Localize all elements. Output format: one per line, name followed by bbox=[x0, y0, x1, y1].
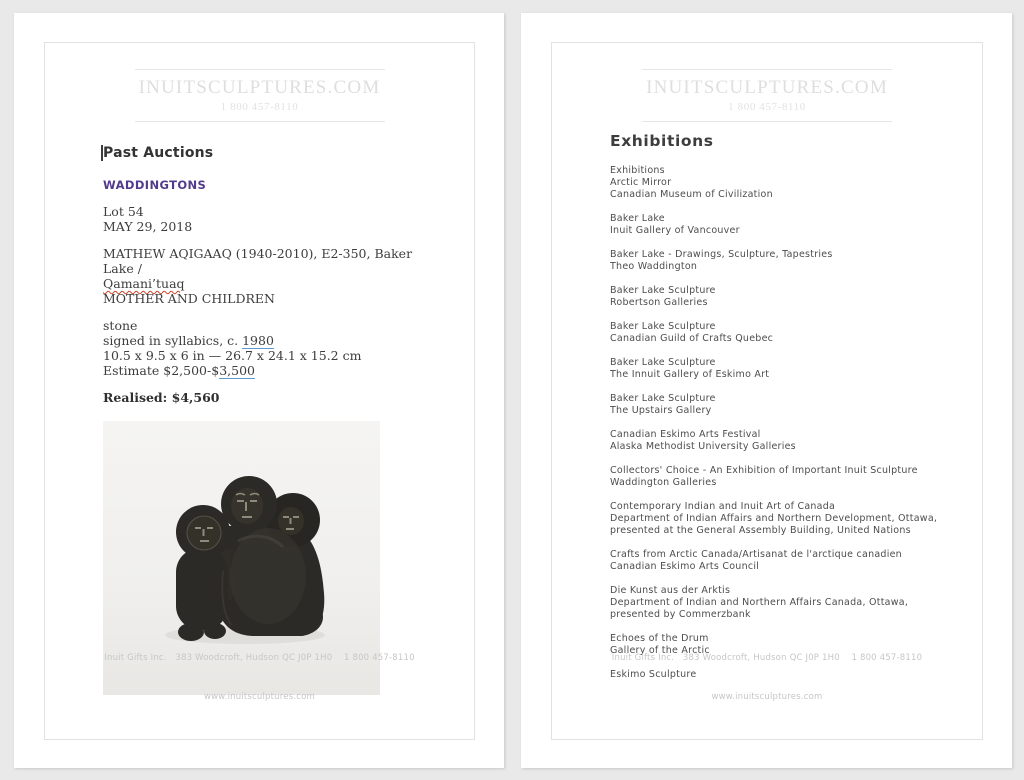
realised-price: Realised: $4,560 bbox=[103, 390, 220, 405]
misspelled-word[interactable]: Qamani’tuaq bbox=[103, 276, 185, 291]
dimensions: 10.5 x 9.5 x 6 in — 26.7 x 24.1 x 15.2 cm bbox=[103, 348, 362, 363]
exhibition-line: Inuit Gallery of Vancouver bbox=[610, 225, 740, 236]
artist-paragraph bbox=[103, 246, 446, 306]
page-title bbox=[103, 145, 446, 162]
exhibition-line: Department of Indian and Northern Affairs Canada, Ottawa, bbox=[610, 597, 909, 608]
exhibition-line: Baker Lake Sculpture bbox=[610, 285, 716, 296]
exhibition-entry bbox=[610, 549, 954, 573]
page-title: Exhibitions bbox=[610, 132, 714, 150]
site-logo-text: INUITSCULPTURES.COM bbox=[138, 77, 381, 98]
page-past-auctions bbox=[14, 13, 504, 768]
exhibition-line: Baker Lake Sculpture bbox=[610, 357, 716, 368]
site-phone: 1 800 457-8110 bbox=[728, 101, 806, 113]
footer-website: www.inuitsculptures.com bbox=[204, 692, 315, 702]
exhibition-line: Die Kunst aus der Arktis bbox=[610, 585, 731, 596]
exhibition-line: Exhibitions bbox=[610, 165, 665, 176]
exhibition-line: Canadian Museum of Civilization bbox=[610, 189, 773, 200]
lot-number: Lot 54 bbox=[103, 204, 144, 219]
page-footer bbox=[45, 626, 474, 730]
exhibition-line: presented at the General Assembly Building, United Nations bbox=[610, 525, 911, 536]
artist-line: MATHEW AQIGAAQ (1940-2010), E2-350, Baker Lake / bbox=[103, 246, 413, 276]
page-frame bbox=[44, 42, 475, 740]
exhibition-line: Robertson Galleries bbox=[610, 297, 708, 308]
text-cursor bbox=[101, 145, 103, 161]
exhibition-line: Eskimo Sculpture bbox=[610, 669, 697, 680]
exhibition-line: The Innuit Gallery of Eskimo Art bbox=[610, 369, 770, 380]
exhibitions-list bbox=[610, 165, 954, 681]
exhibition-line: Baker Lake Sculpture bbox=[610, 321, 716, 332]
page-title-text: Past Auctions bbox=[103, 145, 214, 161]
estimate-line: Estimate $2,500-$3,500 bbox=[103, 363, 255, 378]
exhibition-entry bbox=[610, 321, 954, 345]
exhibition-line: Gallery of the Arctic bbox=[610, 645, 710, 656]
exhibition-entry bbox=[610, 357, 954, 381]
exhibition-line: Baker Lake - Drawings, Sculpture, Tapestries bbox=[610, 249, 833, 260]
page-exhibitions bbox=[521, 13, 1012, 768]
auction-house-label: WADDINGTONS bbox=[103, 178, 207, 192]
exhibition-line: Department of Indian Affairs and Northern Development, Ottawa, bbox=[610, 513, 938, 524]
site-phone: 1 800 457-8110 bbox=[220, 101, 299, 113]
exhibition-entry bbox=[610, 585, 954, 621]
exhibition-line: presented by Commerzbank bbox=[610, 609, 751, 620]
exhibition-line: Baker Lake bbox=[610, 213, 665, 224]
signed-line: signed in syllabics, c. 1980 bbox=[103, 333, 274, 348]
exhibition-entry bbox=[610, 501, 954, 537]
suggestion-year[interactable]: 1980 bbox=[242, 333, 274, 348]
exhibition-line: Contemporary Indian and Inuit Art of Canada bbox=[610, 501, 836, 512]
exhibition-entry bbox=[610, 393, 954, 417]
footer-address: Inuit Gifts Inc. 383 Woodcroft, Hudson QC J0P 1H0 1 800 457-8110 bbox=[611, 653, 923, 663]
exhibition-entry bbox=[610, 285, 954, 309]
exhibition-line: Echoes of the Drum bbox=[610, 633, 709, 644]
exhibition-line: Arctic Mirror bbox=[610, 177, 672, 188]
page-footer bbox=[552, 626, 982, 730]
auction-content bbox=[103, 145, 446, 695]
exhibition-line: Waddington Galleries bbox=[610, 477, 717, 488]
footer-address: Inuit Gifts Inc. 383 Woodcroft, Hudson QC J0P 1H0 1 800 457-8110 bbox=[104, 653, 415, 663]
exhibition-line: Canadian Eskimo Arts Council bbox=[610, 561, 760, 572]
exhibition-line: The Upstairs Gallery bbox=[610, 405, 712, 416]
exhibition-line: Collectors' Choice - An Exhibition of Important Inuit Sculpture bbox=[610, 465, 918, 476]
site-header bbox=[642, 69, 892, 122]
lot-paragraph bbox=[103, 204, 446, 234]
material: stone bbox=[103, 318, 138, 333]
exhibition-entry bbox=[610, 213, 954, 237]
site-header bbox=[135, 69, 385, 122]
page-frame bbox=[551, 42, 983, 740]
work-title: MOTHER AND CHILDREN bbox=[103, 291, 275, 306]
exhibition-line: Crafts from Arctic Canada/Artisanat de l'arctique canadien bbox=[610, 549, 902, 560]
exhibition-line: Canadian Eskimo Arts Festival bbox=[610, 429, 761, 440]
exhibition-line: Alaska Methodist University Galleries bbox=[610, 441, 796, 452]
footer-website: www.inuitsculptures.com bbox=[711, 692, 823, 702]
exhibition-line: Baker Lake Sculpture bbox=[610, 393, 716, 404]
exhibition-line: Theo Waddington bbox=[610, 261, 698, 272]
exhibition-entry bbox=[610, 249, 954, 273]
exhibition-line: Canadian Guild of Crafts Quebec bbox=[610, 333, 774, 344]
exhibition-entry bbox=[610, 465, 954, 489]
suggestion-estimate[interactable]: 3,500 bbox=[219, 363, 255, 378]
exhibitions-content bbox=[610, 132, 954, 681]
details-paragraph bbox=[103, 318, 446, 378]
site-logo-text: INUITSCULPTURES.COM bbox=[646, 77, 888, 98]
exhibition-entry bbox=[610, 165, 954, 201]
exhibition-entry bbox=[610, 429, 954, 453]
auction-date: MAY 29, 2018 bbox=[103, 219, 193, 234]
